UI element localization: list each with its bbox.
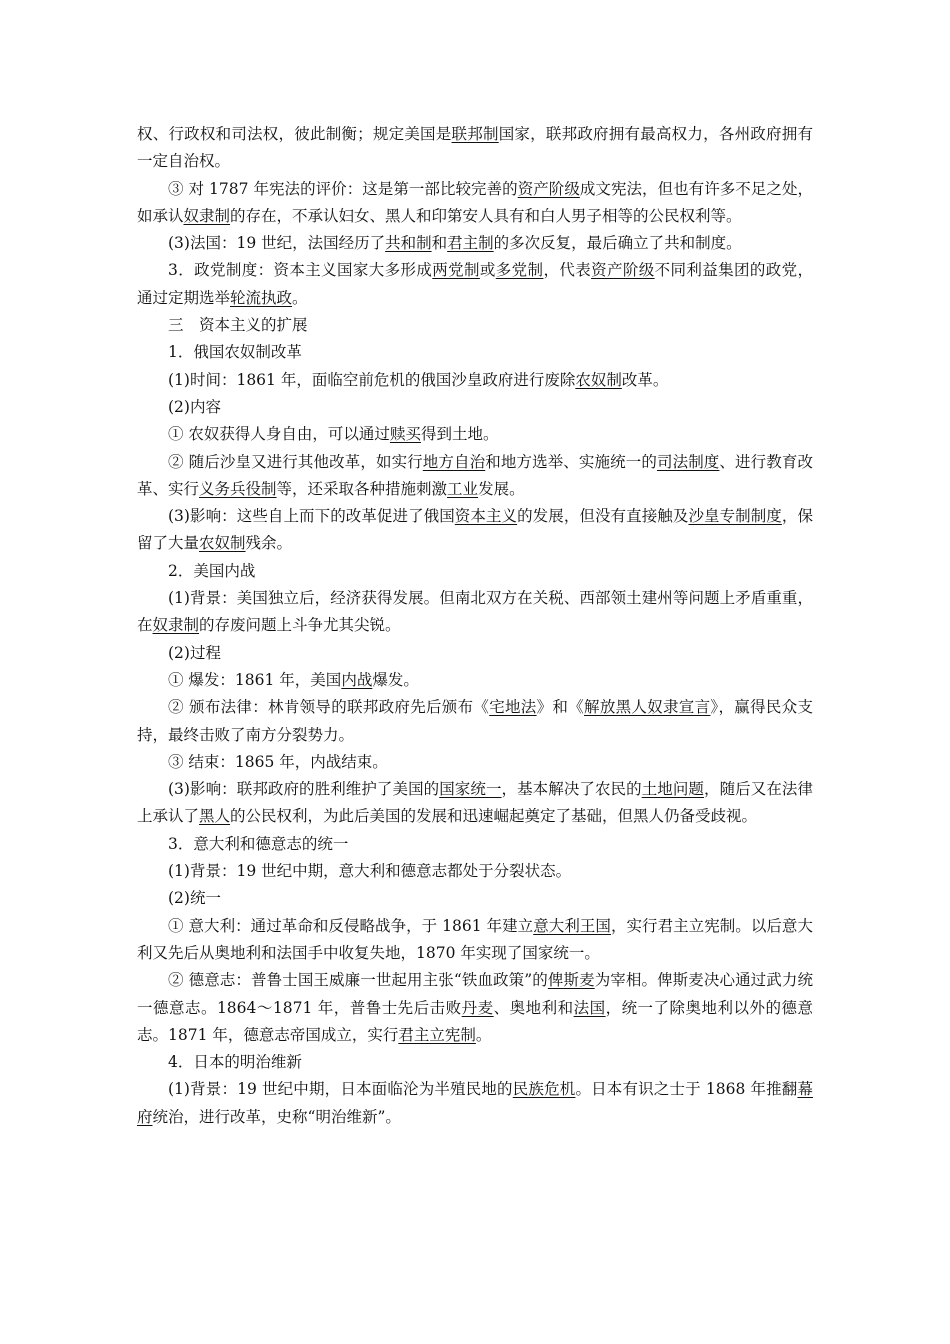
paragraph (137, 749, 813, 776)
text-run: 、进行教育改革、实行 (137, 452, 813, 498)
paragraph (137, 121, 813, 176)
underlined-term: 资产阶级 (517, 179, 580, 198)
underlined-term: 法国 (573, 998, 606, 1017)
text-run: 》和《 (536, 698, 585, 717)
underlined-term: 丹麦 (461, 998, 494, 1017)
text-run: (3)法国：19 世纪，法国经历了 (168, 234, 386, 253)
underlined-term: 君主立宪制 (398, 1025, 476, 1044)
text-run: 改革。 (621, 370, 669, 389)
text-run: (1)时间：1861 年，面临空前危机的俄国沙皇政府进行废除 (168, 370, 576, 389)
text-run: 。 (292, 288, 308, 307)
text-run: (3)影响：这些自上而下的改革促进了俄国 (168, 507, 455, 526)
text-run: 。日本有识之士于 1868 年推翻 (575, 1080, 798, 1099)
paragraph (137, 230, 813, 257)
paragraph (137, 558, 813, 585)
underlined-term: 内战 (341, 670, 373, 689)
paragraph (137, 421, 813, 448)
text-run: 4．日本的明治维新 (168, 1053, 302, 1072)
paragraph (137, 367, 813, 394)
paragraph (137, 1049, 813, 1076)
paragraph (137, 640, 813, 667)
underlined-term: 联邦制 (451, 125, 499, 143)
text-run: 统治，进行改革，史称“明治维新”。 (152, 1107, 401, 1126)
text-run: 或 (479, 261, 496, 280)
text-run: ② 随后沙皇又进行其他改革，如实行 (168, 452, 423, 471)
paragraph (137, 776, 813, 831)
underlined-term: 司法制度 (656, 452, 720, 471)
underlined-term: 多党制 (495, 261, 544, 280)
paragraph (137, 1076, 813, 1131)
paragraph (137, 585, 813, 640)
underlined-term: 农奴制 (199, 534, 246, 553)
text-run: 为宰相。俾斯麦决心通过武力统一德意志。1864～1871 年，普鲁士先后击败 (137, 971, 813, 1017)
text-run: ③ 对 1787 年宪法的评价：这是第一部比较完善的 (168, 179, 518, 198)
text-run: ① 意大利：通过革命和反侵略战争，于 1861 年建立 (168, 916, 534, 935)
paragraph (137, 394, 813, 421)
text-run: (2)内容 (168, 397, 221, 416)
underlined-term: 奴隶制 (183, 206, 231, 225)
text-run: ② 颁布法律：林肯领导的联邦政府先后颁布《 (168, 698, 490, 717)
paragraph (137, 831, 813, 858)
text-run: 残余。 (245, 534, 293, 553)
text-run: ，实行君主立宪制。以后意大利又先后从奥地利和法国手中收复失地，1870 年实现了国家统一。 (137, 916, 813, 962)
paragraph (137, 913, 813, 968)
text-run: 、奥地利和 (493, 998, 574, 1017)
text-run: 三 资本主义的扩展 (168, 316, 308, 335)
paragraph (137, 312, 813, 339)
text-run: ，代表 (543, 261, 592, 280)
underlined-term: 地方自治 (422, 452, 486, 471)
underlined-term: 意大利王国 (533, 916, 611, 935)
underlined-term: 民族危机 (512, 1080, 576, 1099)
text-run: 不同利益集团的政党，通过定期选举 (137, 261, 813, 307)
text-run: ② 德意志：普鲁士国王威廉一世起用主张“铁血政策”的 (168, 971, 548, 990)
underlined-term: 国家统一 (439, 780, 502, 799)
underlined-term: 幕府 (137, 1080, 813, 1126)
paragraph (137, 667, 813, 694)
text-run: 的发展，但没有直接触及 (517, 507, 689, 526)
text-run: 和地方选举、实施统一的 (485, 452, 657, 471)
underlined-term: 赎买 (389, 425, 421, 444)
underlined-term: 义务兵役制 (199, 479, 277, 498)
text-run: ，统一了除奥地利以外的德意志。1871 年，德意志帝国成立，实行 (137, 998, 813, 1044)
text-run: 发展。 (478, 479, 525, 498)
paragraph (137, 257, 813, 312)
underlined-term: 土地问题 (641, 780, 705, 799)
text-run: ① 爆发：1861 年，美国 (168, 670, 342, 689)
underlined-term: 资产阶级 (591, 261, 655, 280)
text-run: 1．俄国农奴制改革 (168, 343, 302, 362)
document-body (137, 121, 813, 1131)
text-run: 国家，联邦政府拥有最高权力，各州政府拥有一定自治权。 (137, 125, 813, 171)
text-run: ③ 结束：1865 年，内战结束。 (168, 752, 388, 771)
text-run: (2)过程 (168, 643, 221, 662)
text-run: 》，赢得民众支持，最终击败了南方分裂势力。 (137, 698, 813, 744)
text-run: 和 (431, 234, 448, 253)
text-run: 得到土地。 (420, 425, 499, 444)
text-run: 成文宪法，但也有许多不足之处，如承认 (137, 179, 813, 225)
text-run: 爆发。 (372, 670, 419, 689)
text-run: 的多次反复，最后确立了共和制度。 (493, 234, 742, 253)
underlined-term: 黑人 (199, 807, 231, 826)
paragraph (137, 885, 813, 912)
underlined-term: 农奴制 (575, 370, 622, 389)
text-run: 。 (475, 1025, 492, 1044)
underlined-term: 君主制 (447, 234, 494, 253)
underlined-term: 两党制 (432, 261, 480, 280)
paragraph (137, 449, 813, 504)
paragraph (137, 503, 813, 558)
underlined-term: 工业 (447, 479, 479, 498)
text-run: ，保留了大量 (137, 507, 813, 553)
paragraph (137, 176, 813, 231)
paragraph (137, 858, 813, 885)
text-run: 2．美国内战 (168, 561, 256, 580)
text-run: ，基本解决了农民的 (501, 780, 642, 799)
text-run: (2)统一 (168, 889, 221, 908)
text-run: (1)背景：19 世纪中期，日本面临沦为半殖民地的 (168, 1080, 513, 1099)
text-run: ，随后又在法律上承认了 (137, 780, 813, 826)
text-run: 等，还采取各种措施刺激 (276, 479, 448, 498)
text-run: ① 农奴获得人身自由，可以通过 (168, 425, 390, 444)
text-run: 权、行政权和司法权，彼此制衡；规定美国是 (137, 125, 452, 143)
underlined-term: 沙皇专制制度 (688, 507, 782, 526)
underlined-term: 俾斯麦 (547, 971, 595, 990)
paragraph (137, 339, 813, 366)
text-run: 3．意大利和德意志的统一 (168, 834, 349, 853)
text-run: 的存在，不承认妇女、黑人和印第安人具有和白人男子相等的公民权利等。 (230, 206, 742, 225)
underlined-term: 宅地法 (489, 698, 537, 717)
text-run: (1)背景：美国独立后，经济获得发展。但南北双方在关税、西部领土建州等问题上矛盾重重，在 (137, 589, 813, 635)
text-run: (1)背景：19 世纪中期，意大利和德意志都处于分裂状态。 (168, 862, 572, 881)
paragraph (137, 694, 813, 749)
underlined-term: 共和制 (385, 234, 432, 253)
text-run: 的存废问题上斗争尤其尖锐。 (199, 616, 401, 635)
paragraph (137, 967, 813, 1049)
text-run: 3．政党制度：资本主义国家大多形成 (168, 261, 433, 280)
underlined-term: 解放黑人奴隶宣言 (584, 698, 711, 717)
text-run: (3)影响：联邦政府的胜利维护了美国的 (168, 780, 440, 799)
underlined-term: 奴隶制 (152, 616, 200, 635)
underlined-term: 资本主义 (454, 507, 518, 526)
underlined-term: 轮流执政 (230, 288, 293, 307)
text-run: 的公民权利，为此后美国的发展和迅速崛起奠定了基础，但黑人仍备受歧视。 (230, 807, 758, 826)
